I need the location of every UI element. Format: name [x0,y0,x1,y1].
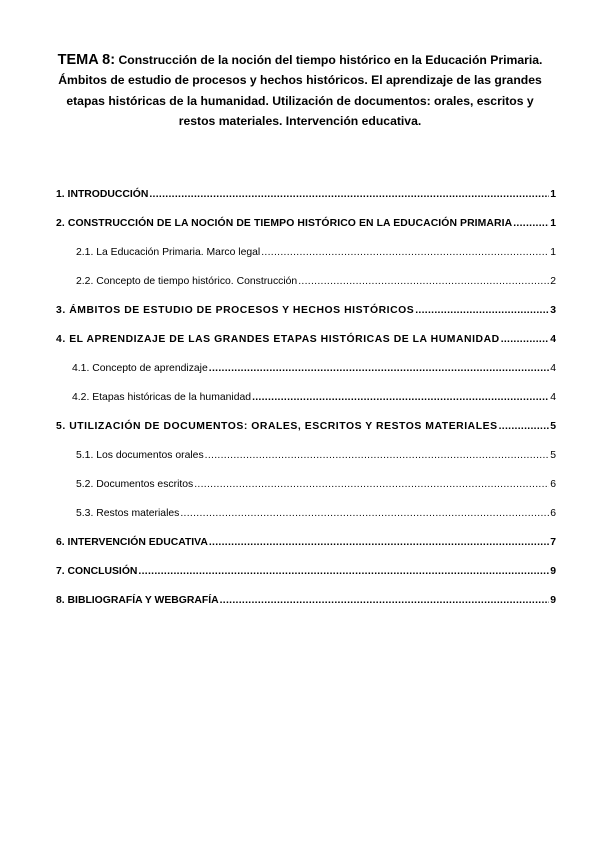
toc-entry-4-1[interactable] [56,346,556,375]
toc-entry-6[interactable] [56,520,556,549]
toc-dot-leader [138,566,549,578]
toc-entry-label: 1. INTRODUCCIÓN [56,189,149,200]
toc-entry-label: 5.2. Documentos escritos [76,479,194,490]
toc-entry-label: 3. ÁMBITOS DE ESTUDIO DE PROCESOS Y HECHOS HISTÓRICOS [56,305,415,316]
toc-entry-5-1[interactable] [56,433,556,462]
toc-dot-leader [501,334,550,346]
toc-entry-7[interactable] [56,549,556,578]
toc-page-number: 9 [550,595,556,606]
toc-entry-label: 7. CONCLUSIÓN [56,566,138,577]
toc-entry-3[interactable] [56,288,556,317]
toc-dot-leader [194,479,549,491]
toc-page-number: 5 [550,421,556,432]
toc-entry-label: 5.3. Restos materiales [76,508,180,519]
toc-entry-label: 8. BIBLIOGRAFÍA Y WEBGRAFÍA [56,595,219,606]
toc-page-number: 7 [550,537,556,548]
toc-page-number: 3 [550,305,556,316]
toc-dot-leader [298,276,549,288]
toc-dot-leader [220,595,550,607]
toc-entry-label: 5. UTILIZACIÓN DE DOCUMENTOS: ORALES, ESCRITOS Y RESTOS MATERIALES [56,421,498,432]
toc-entry-label: 2.2. Concepto de tiempo histórico. Construcción [76,276,298,287]
title-lead: TEMA 8: [57,52,116,68]
toc-dot-leader [209,537,549,549]
toc-entry-2-2[interactable] [56,259,556,288]
toc-dot-leader [513,218,549,230]
table-of-contents [56,172,556,607]
toc-entry-5-2[interactable] [56,462,556,491]
toc-dot-leader [261,247,549,259]
toc-entry-4[interactable] [56,317,556,346]
toc-page-number: 4 [550,334,556,345]
toc-entry-5[interactable] [56,404,556,433]
toc-dot-leader [180,508,549,520]
toc-dot-leader [209,363,549,375]
toc-page-number: 1 [550,189,556,200]
toc-page-number: 2 [550,276,556,287]
toc-page-number: 6 [550,508,556,519]
toc-entry-1[interactable] [56,172,556,201]
toc-entry-2-1[interactable] [56,230,556,259]
toc-dot-leader [499,421,550,433]
toc-entry-8[interactable] [56,578,556,607]
toc-page-number: 9 [550,566,556,577]
toc-entry-5-3[interactable] [56,491,556,520]
toc-entry-2[interactable] [56,201,556,230]
toc-entry-label: 2.1. La Educación Primaria. Marco legal [76,247,261,258]
toc-dot-leader [149,189,549,201]
document-title [50,50,550,131]
title-text: Construcción de la noción del tiempo histórico en la Educación Primaria. Ámbitos de estudio de procesos y hechos históricos. El aprendizaje de las grandes etapas históricas de la humanidad. Utilización de documentos: orales, escritos y restos materiales. Intervención educativa. [58,53,543,128]
toc-entry-label: 6. INTERVENCIÓN EDUCATIVA [56,537,208,548]
toc-page-number: 6 [550,479,556,490]
toc-entry-label: 4.2. Etapas históricas de la humanidad [72,392,252,403]
toc-page-number: 5 [550,450,556,461]
toc-page-number: 4 [550,363,556,374]
toc-page-number: 4 [550,392,556,403]
toc-page-number: 1 [550,218,556,229]
toc-page-number: 1 [550,247,556,258]
toc-entry-4-2[interactable] [56,375,556,404]
toc-dot-leader [252,392,549,404]
toc-entry-label: 2. CONSTRUCCIÓN DE LA NOCIÓN DE TIEMPO HISTÓRICO EN LA EDUCACIÓN PRIMARIA [56,218,513,229]
toc-dot-leader [415,305,549,317]
toc-entry-label: 4.1. Concepto de aprendizaje [72,363,208,374]
toc-dot-leader [205,450,550,462]
toc-entry-label: 5.1. Los documentos orales [76,450,204,461]
toc-entry-label: 4. EL APRENDIZAJE DE LAS GRANDES ETAPAS HISTÓRICAS DE LA HUMANIDAD [56,334,500,345]
